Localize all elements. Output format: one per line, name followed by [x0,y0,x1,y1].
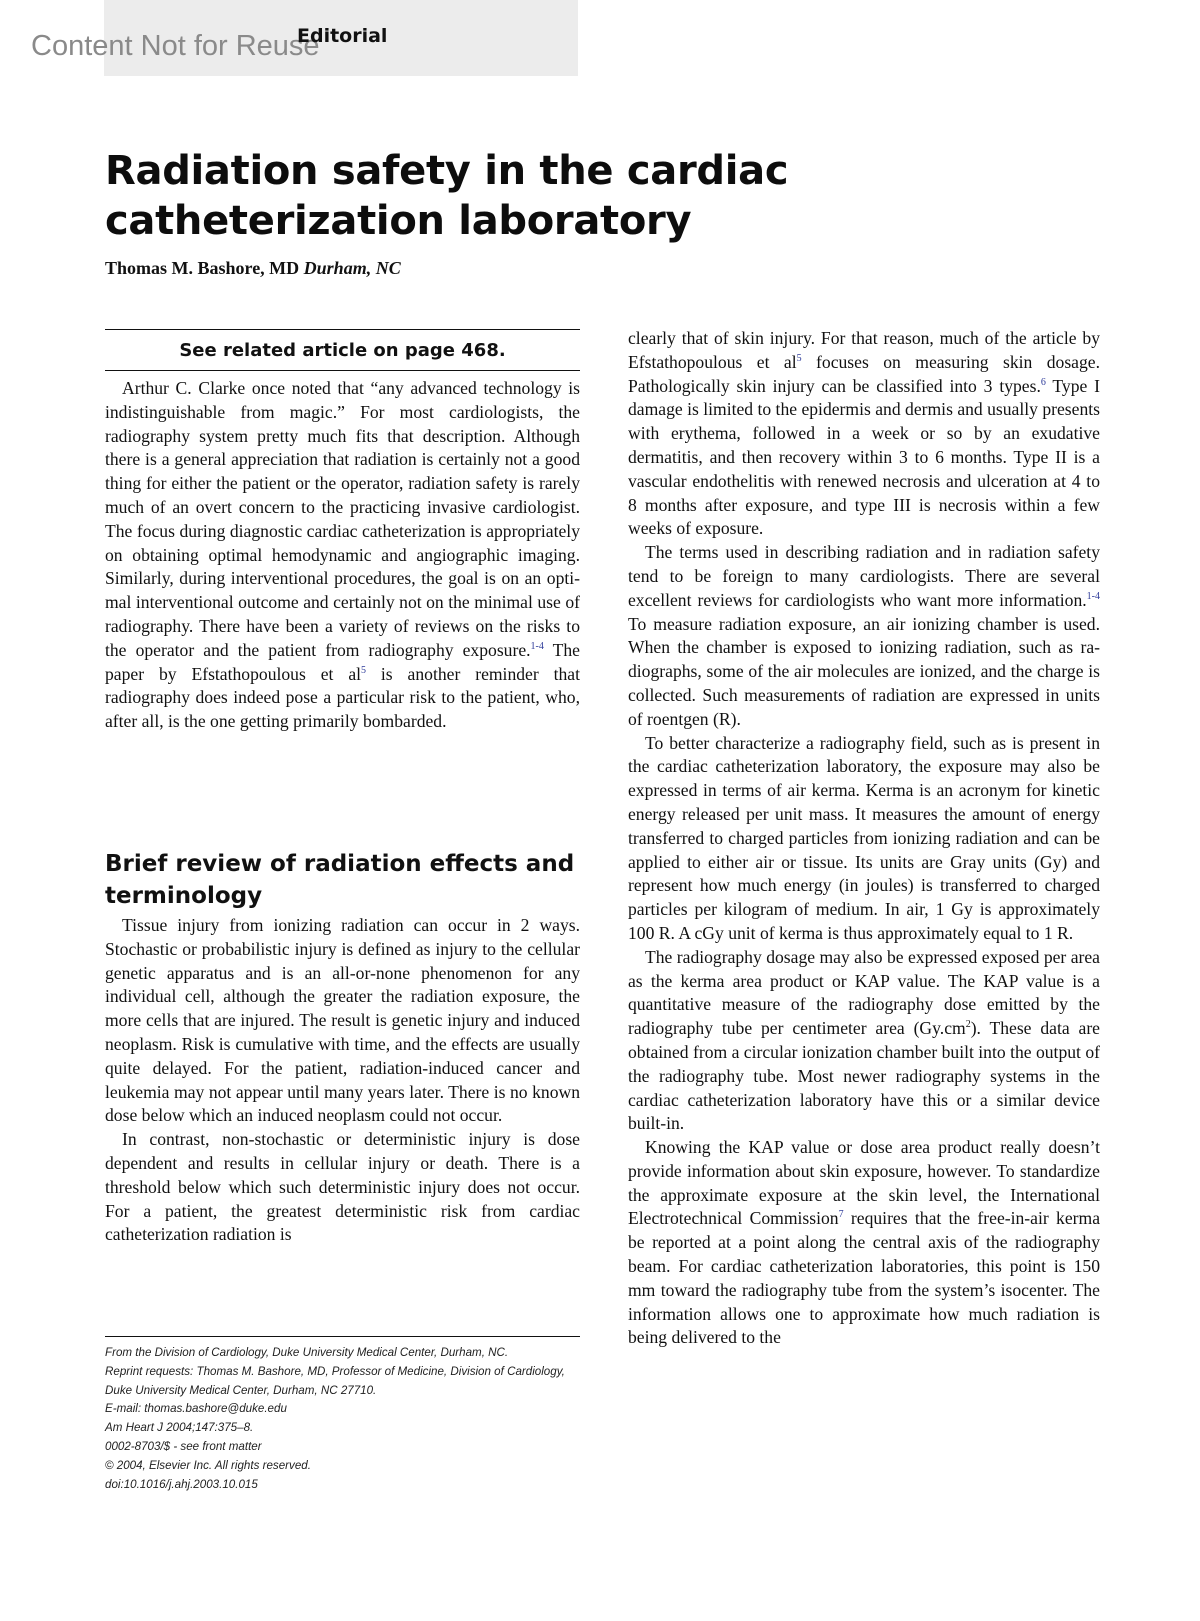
paragraph: clearly that of skin injury. For that reason, much of the article by Efstathopoulous et $al^5$ focuses on measuring skin dosage. Pathologically skin injury can be classified into 3 types.$^6$ Type I damage is limited to the epidermis and dermis and usually presents with erythema, followed in a week or so by an exudative dermatitis, and then recovery within 3 to 6 months. Type II is a vascular endothelitis with renewed necrosis and ulceration at 4 to 8 months after exposure, and type III is necrosis within a few weeks of exposure. [628,328,1100,539]
author-location: Durham, NC [303,258,401,278]
section-heading: Brief review of radiation effects and terminology [105,851,575,909]
left-intro-block [105,377,580,734]
related-article-note: See related article on page 468. [179,339,506,361]
byline [105,258,401,279]
footnote-copyright: © 2004, Elsevier Inc. All rights reserved. [105,1458,311,1472]
article-title: Radiation safety in the cardiac catheterization laboratory [105,148,789,244]
left-section-block [105,914,580,1247]
citation-ref[interactable]: 5 [796,352,802,364]
citation-ref[interactable]: 1-4 [530,640,544,652]
paragraph: In contrast, non-stochastic or deterministic injury is dose dependent and results in cellular injury or death. There is a threshold below which such deterministic injury does not occur. For a patient, the greatest deterministic risk from cardiac catheterization radiation is [105,1129,580,1245]
paragraph: Arthur C. Clarke once noted that “any advanced technology is indistinguishable from magic.” For most cardiologists, the radiography system pretty much fits that description. Although there is a general appreciation that radiation is certainly not a good thing for either the patient or the operator, radiation safety is rarely much of an overt concern to the practicing invasive cardiologist. The focus during diagnostic cardiac catheterization is appropriately on obtaining optimal hemodynamic and angiographic imaging. Similarly, during interventional procedures, the goal is on an optimal interventional outcome and certainly not on the minimal use of radiography. There have been a variety of reviews on the risks to the operator and the patient from radiography exposure.$^{1-4}$ The paper by Efstathopoulous et $al^5$ is another reminder that radiography does indeed pose a particular risk to the patient, who, after all, is the one getting primarily bombarded. [105,378,580,732]
paragraph: To better characterize a radiography field, such as is present in the cardiac catheterization laboratory, the exposure may also be expressed in terms of air kerma. Kerma is an acronym for kinetic energy released per unit mass. It measures the amount of energy transferred to charged particles from ionizing radiation and can be applied to either air or tissue. Its units are Gray units (Gy) and represent how much energy (in joules) is transferred to charged particles per kilogram of medium. In air, 1 Gy is approximately 100 R. A cGy unit of kerma is thus approximately equal to 1 R. [628,732,1100,943]
citation-ref[interactable]: 5 [361,664,367,676]
footnote-reprint: Reprint requests: Thomas M. Bashore, MD, Professor of Medicine, Division of Cardiology, Duke University Medical Center, Durham, NC 27710. [105,1364,565,1397]
paragraph: The radiography dosage may also be expressed exposed per area as the kerma area product or KAP value. The KAP value is a quantitative measure of the radiography dose emitted by the radiography tube per centimeter area $(Gy.cm^2)$. These data are obtained from a circular ionization chamber built into the output of the radiography tube. Most newer radiography systems in the cardiac catheterization laboratory have this or a similar device built-in. [628,946,1100,1134]
paragraph: Knowing the KAP value or dose area product really doesn’t provide information about skin exposure, however. To standardize the approximate exposure at the skin level, the International Electrotechnical Commission$^7$ requires that the free-in-air kerma be reported at a point along the central axis of the radiography beam. For cardiac catheterization laboratories, this point is 150 mm toward the radiography tube from the system’s isocenter. The information allows one to approximate how much radiation is being delivered to the [628,1137,1101,1348]
watermark: Content Not for Reuse [31,30,320,62]
paragraph: Tissue injury from ionizing radiation can occur in 2 ways. Stochastic or probabilistic injury is defined as injury to the cellular genetic apparatus and is an all-or-none phenomenon for any individual cell, although the greater the radiation exposure, the more cells that are injured. The result is genetic injury and induced neoplasm. Risk is cumulative with time, and the effects are usually quite delayed. For the patient, radiation-induced cancer and leukemia may not appear until many years later. There is no known dose below which an induced neoplasm could not occur. [105,915,580,1126]
citation-ref[interactable]: 7 [838,1209,844,1221]
paragraph: The terms used in describing radiation and in radiation safety tend to be foreign to many cardiologists. There are several excellent reviews for cardiologists who want more information.$^{1-4}$ To measure radiation exposure, an air ionizing chamber is used. When the chamber is exposed to ionizing radiation, such as radiographs, some of the air molecules are ionized, and the charge is collected. Such measurements of radiation are expressed in units of roentgen (R). [628,542,1100,729]
footnote-affiliation: From the Division of Cardiology, Duke University Medical Center, Durham, NC. [105,1346,509,1359]
section-label: Editorial [297,25,388,47]
footnote-doi: doi:10.1016/j.ahj.2003.10.015 [105,1477,258,1491]
footnote-citation: Am Heart J 2004;147:375–8. [105,1421,254,1435]
footnotes [105,1344,580,1494]
footnote-email: E-mail: thomas.bashore@duke.edu [105,1402,287,1416]
right-column [628,327,1100,1350]
superscript: 2 [965,1019,971,1031]
footnote-issn: 0002-8703/$ - see front matter [105,1439,262,1453]
footnote-divider [105,1336,580,1337]
citation-ref[interactable]: 1-4 [1086,590,1100,602]
related-article-box [105,329,580,371]
citation-ref[interactable]: 6 [1040,376,1046,388]
author-name: Thomas M. Bashore, MD [105,258,300,278]
